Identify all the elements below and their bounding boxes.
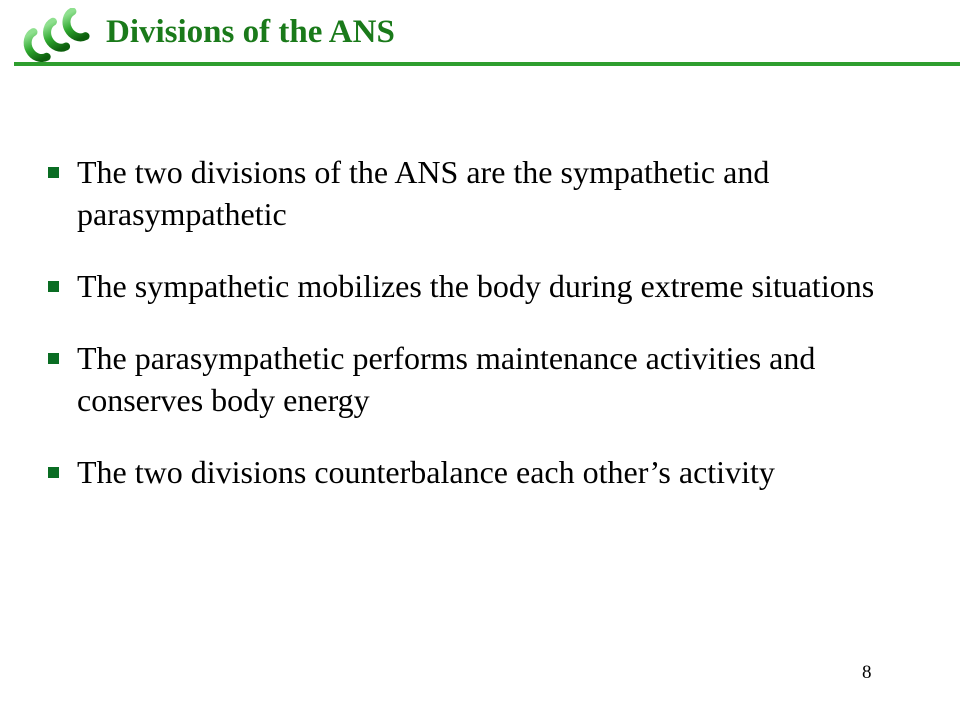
bullet-text: The parasympathetic performs maintenance activities and conserves body energy [77, 340, 816, 418]
bullet-text: The two divisions counterbalance each other’s activity [77, 454, 775, 490]
square-bullet-icon [48, 467, 59, 478]
bullet-item [48, 265, 928, 307]
square-bullet-icon [48, 167, 59, 178]
bullet-item [48, 337, 928, 421]
slide-title: Divisions of the ANS [106, 14, 395, 50]
ccc-logo [14, 8, 98, 64]
title-underline [14, 62, 960, 66]
square-bullet-icon [48, 353, 59, 364]
bullet-text: The two divisions of the ANS are the sympathetic and parasympathetic [77, 154, 770, 232]
bullet-list [48, 151, 928, 523]
page-number: 8 [862, 662, 872, 683]
bullet-item [48, 151, 928, 235]
square-bullet-icon [48, 281, 59, 292]
bullet-text: The sympathetic mobilizes the body during extreme situations [77, 268, 875, 304]
bullet-item [48, 451, 928, 493]
